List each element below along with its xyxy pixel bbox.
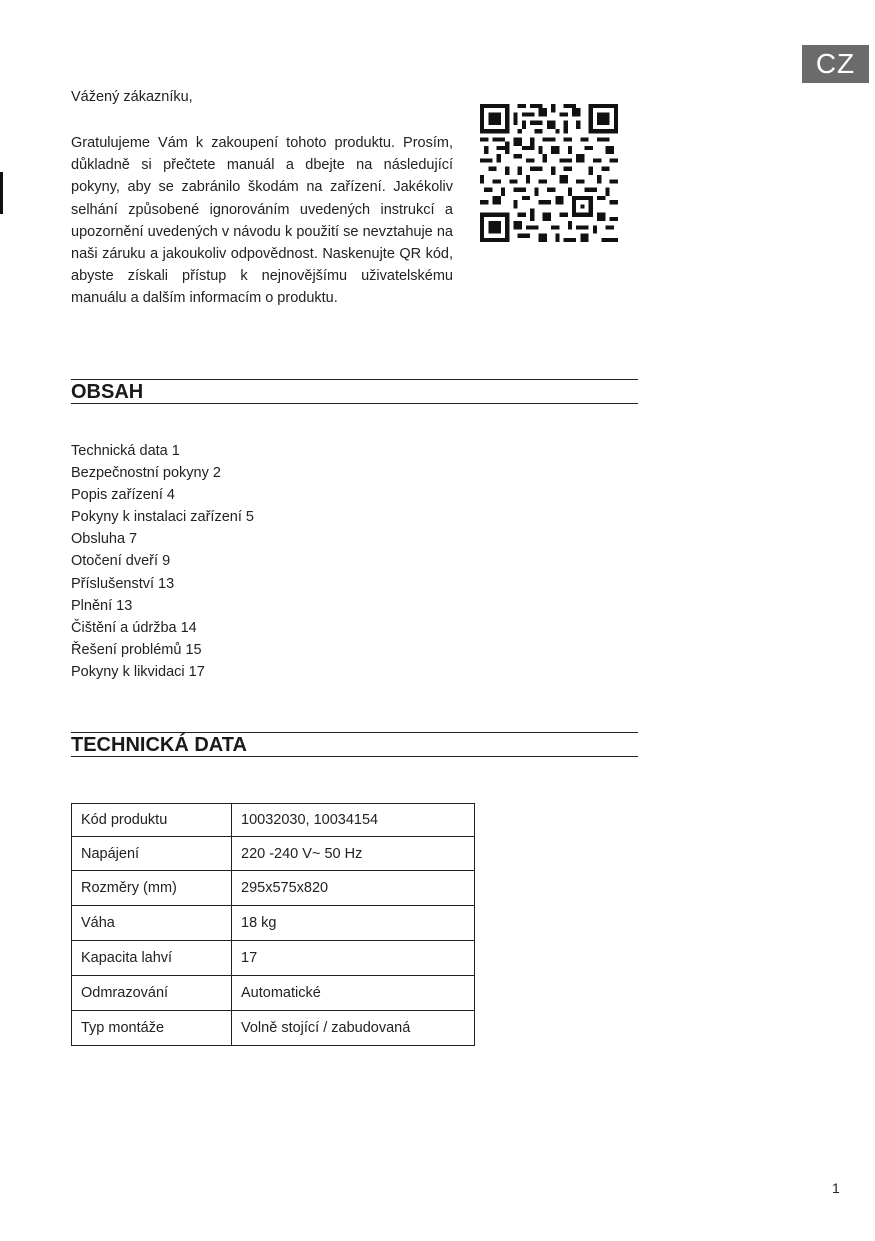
spec-label: Odmrazování bbox=[72, 976, 232, 1011]
table-row bbox=[72, 1011, 475, 1046]
contents-list bbox=[71, 440, 254, 683]
table-row bbox=[72, 906, 475, 941]
contents-item: Řešení problémů 15 bbox=[71, 641, 202, 658]
contents-item: Čištění a údržba 14 bbox=[71, 619, 197, 636]
spec-value: Volně stojící / zabudovaná bbox=[232, 1011, 475, 1046]
contents-item: Technická data 1 bbox=[71, 443, 180, 459]
technical-heading-text: TECHNICKÁ DATA bbox=[71, 734, 247, 756]
contents-heading bbox=[71, 379, 638, 404]
contents-item: Obsluha 7 bbox=[71, 531, 138, 548]
spec-label: Rozměry (mm) bbox=[72, 871, 232, 906]
table-row bbox=[72, 941, 475, 976]
contents-item: Plnění 13 bbox=[71, 597, 133, 614]
spec-value: 295x575x820 bbox=[232, 871, 475, 906]
contents-item: Otočení dveří 9 bbox=[71, 553, 171, 570]
technical-data-table bbox=[71, 803, 475, 1046]
side-marker bbox=[0, 172, 3, 214]
spec-label: Kapacita lahví bbox=[72, 941, 232, 976]
table-row bbox=[72, 804, 475, 837]
spec-label: Napájení bbox=[72, 837, 232, 871]
spec-value: 17 bbox=[232, 941, 475, 976]
spec-label: Kód produktu bbox=[72, 804, 232, 837]
qr-code-icon bbox=[480, 104, 618, 242]
spec-value: 10032030, 10034154 bbox=[232, 804, 475, 837]
contents-item: Příslušenství 13 bbox=[71, 575, 175, 592]
contents-item: Popis zařízení 4 bbox=[71, 487, 175, 504]
spec-label: Váha bbox=[72, 906, 232, 941]
technical-heading bbox=[71, 732, 638, 757]
contents-item: Bezpečnostní pokyny 2 bbox=[71, 465, 221, 482]
language-badge: CZ bbox=[802, 45, 869, 83]
spec-value: 18 kg bbox=[232, 906, 475, 941]
intro-paragraph: Gratulujeme Vám k zakoupení tohoto produktu. Prosím, důkladně si přečtete manuál a dbejte na následující pokyny, aby se zabránilo škodám na zařízení. Jakékoliv selhání způsobené ignorováním uvedených instrukcí a upozornění uvedených v návodu k použití se nevztahuje na naši záruku a jakoukoliv odpovědnost. Naskenujte QR kód, abyste získali přístup k nejnovějšímu uživatelskému manuálu a dalším informacím o produktu. bbox=[71, 135, 453, 307]
contents-item: Pokyny k instalaci zařízení 5 bbox=[71, 509, 254, 526]
table-row bbox=[72, 871, 475, 906]
page-number: 1 bbox=[832, 1180, 840, 1196]
contents-heading-text: OBSAH bbox=[71, 381, 144, 403]
contents-item: Pokyny k likvidaci 17 bbox=[71, 663, 205, 680]
table-row bbox=[72, 976, 475, 1011]
spec-value: Automatické bbox=[232, 976, 475, 1011]
spec-label: Typ montáže bbox=[72, 1011, 232, 1046]
spec-value: 220 -240 V~ 50 Hz bbox=[232, 837, 475, 871]
table-row bbox=[72, 837, 475, 871]
greeting: Vážený zákazníku, bbox=[71, 89, 193, 105]
